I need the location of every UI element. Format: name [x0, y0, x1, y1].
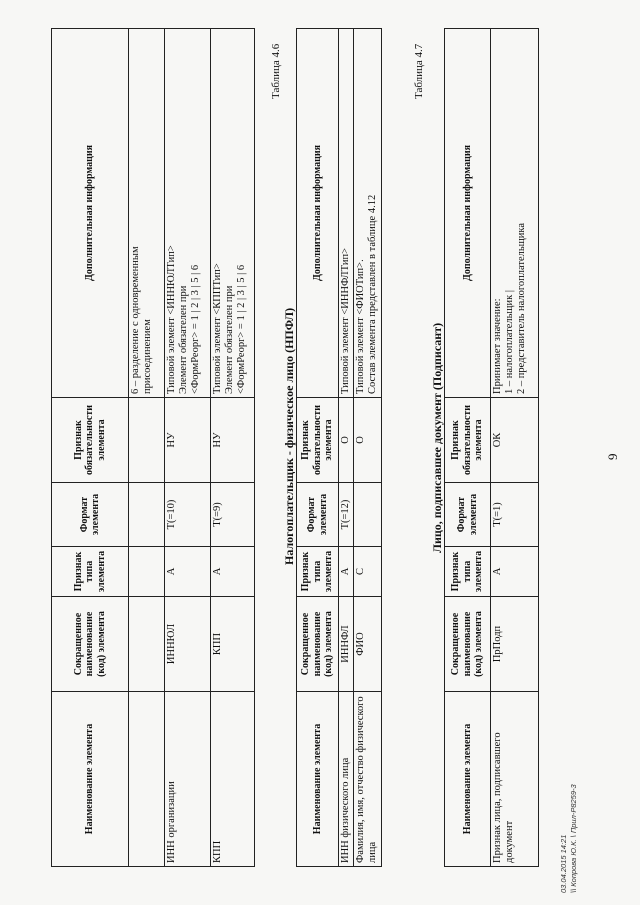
cell	[165, 29, 211, 398]
cell: А	[165, 547, 211, 597]
col-header: Сокращенное наименование (код) элемента	[445, 597, 491, 692]
table-header-row	[297, 29, 339, 867]
cell: T(=9)	[211, 483, 255, 547]
col-header: Дополнительная информация	[52, 29, 129, 398]
info-line: Типовой элемент <ФИОТип>.	[355, 259, 367, 394]
cell	[129, 29, 165, 398]
table-caption: Таблица 4.6	[270, 43, 282, 99]
info-line: Типовой элемент <КППТип>	[212, 263, 223, 394]
cell: T(=1)	[491, 483, 539, 547]
table-row	[129, 29, 165, 867]
col-header: Формат элемента	[445, 483, 491, 547]
col-header: Дополнительная информация	[297, 29, 339, 398]
table-caption: Таблица 4.7	[413, 43, 425, 99]
page-number: 9	[605, 453, 620, 460]
col-header: Наименование элемента	[52, 692, 129, 867]
cell: О	[354, 398, 382, 483]
table-4-6	[296, 28, 382, 867]
col-header: Признак обязательности элемента	[297, 398, 339, 483]
cell: НУ	[165, 398, 211, 483]
col-header: Признак типа элемента	[445, 547, 491, 597]
stamp-date: 03.04.2015 14:21	[559, 834, 568, 893]
cell: ИННЮЛ	[165, 597, 211, 692]
cell: НУ	[211, 398, 255, 483]
col-header: Сокращенное наименование (код) элемента	[52, 597, 129, 692]
col-header: Наименование элемента	[297, 692, 339, 867]
cell	[354, 483, 382, 547]
cell: А	[211, 547, 255, 597]
info-line: <ФормРеорг> = 1 | 2 | 3 | 5 | 6	[190, 264, 202, 394]
cell: ИНН физического лица	[339, 692, 354, 867]
col-header: Наименование элемента	[445, 692, 491, 867]
cell: ИНН организации	[165, 692, 211, 867]
table-row	[211, 29, 255, 867]
cell: ИННФЛ	[339, 597, 354, 692]
cell: T(=12)	[339, 483, 354, 547]
table-row	[491, 29, 539, 867]
cell: ФИО	[354, 597, 382, 692]
table-header-row	[52, 29, 129, 867]
table-row	[165, 29, 211, 867]
stamp-author: \\ Копрова Ю.К. \ Прил-Р8259-3	[569, 784, 578, 893]
cell: ПрПодп	[491, 597, 539, 692]
table-header-row	[445, 29, 491, 867]
table-4-7	[444, 28, 539, 867]
info-line: 6 – разделение с одновременным	[130, 246, 141, 394]
col-header: Признак типа элемента	[52, 547, 129, 597]
cell	[354, 29, 382, 398]
section-title: Лицо, подписавшее документ (Подписант)	[430, 322, 444, 553]
cell	[129, 547, 165, 597]
cell	[339, 29, 354, 398]
table-org	[51, 28, 255, 867]
cell: T(=10)	[165, 483, 211, 547]
cell: КПП	[211, 692, 255, 867]
table-row	[354, 29, 382, 867]
col-header: Признак типа элемента	[297, 547, 339, 597]
cell: А	[339, 547, 354, 597]
col-header: Сокращенное наименование (код) элемента	[297, 597, 339, 692]
info-line: присоединением	[142, 319, 154, 394]
cell: Признак лица, подписавшего документ	[491, 692, 539, 867]
cell: Фамилия, имя, отчество физического лица	[354, 692, 382, 867]
table-row	[339, 29, 354, 867]
info-line: <ФормРеорг> = 1 | 2 | 3 | 5 | 6	[236, 264, 248, 394]
cell: КПП	[211, 597, 255, 692]
info-line: 2 – представитель налогоплательщика	[516, 223, 528, 394]
info-line: Элемент обязателен при	[178, 285, 190, 394]
cell	[211, 29, 255, 398]
info-line: Принимает значение:	[492, 298, 503, 394]
cell: А	[491, 547, 539, 597]
col-header: Формат элемента	[52, 483, 129, 547]
col-header: Дополнительная информация	[445, 29, 491, 398]
cell: С	[354, 547, 382, 597]
cell	[129, 692, 165, 867]
section-title: Налогоплательщик - физическое лицо (НПФЛ)	[282, 307, 296, 565]
col-header: Признак обязательности элемента	[52, 398, 129, 483]
cell: ОК	[491, 398, 539, 483]
cell: О	[339, 398, 354, 483]
cell	[129, 597, 165, 692]
info-line: Состав элемента представлен в таблице 4.12	[367, 194, 379, 394]
info-line: Элемент обязателен при	[224, 285, 236, 394]
info-line: Типовой элемент <ИННЮЛТип>	[166, 245, 177, 394]
cell	[491, 29, 539, 398]
info-line: 1 – налогоплательщик |	[504, 290, 516, 394]
cell	[129, 483, 165, 547]
info-line: Типовой элемент <ИННФЛТип>	[340, 248, 351, 394]
col-header: Формат элемента	[297, 483, 339, 547]
cell	[129, 398, 165, 483]
col-header: Признак обязательности элемента	[445, 398, 491, 483]
